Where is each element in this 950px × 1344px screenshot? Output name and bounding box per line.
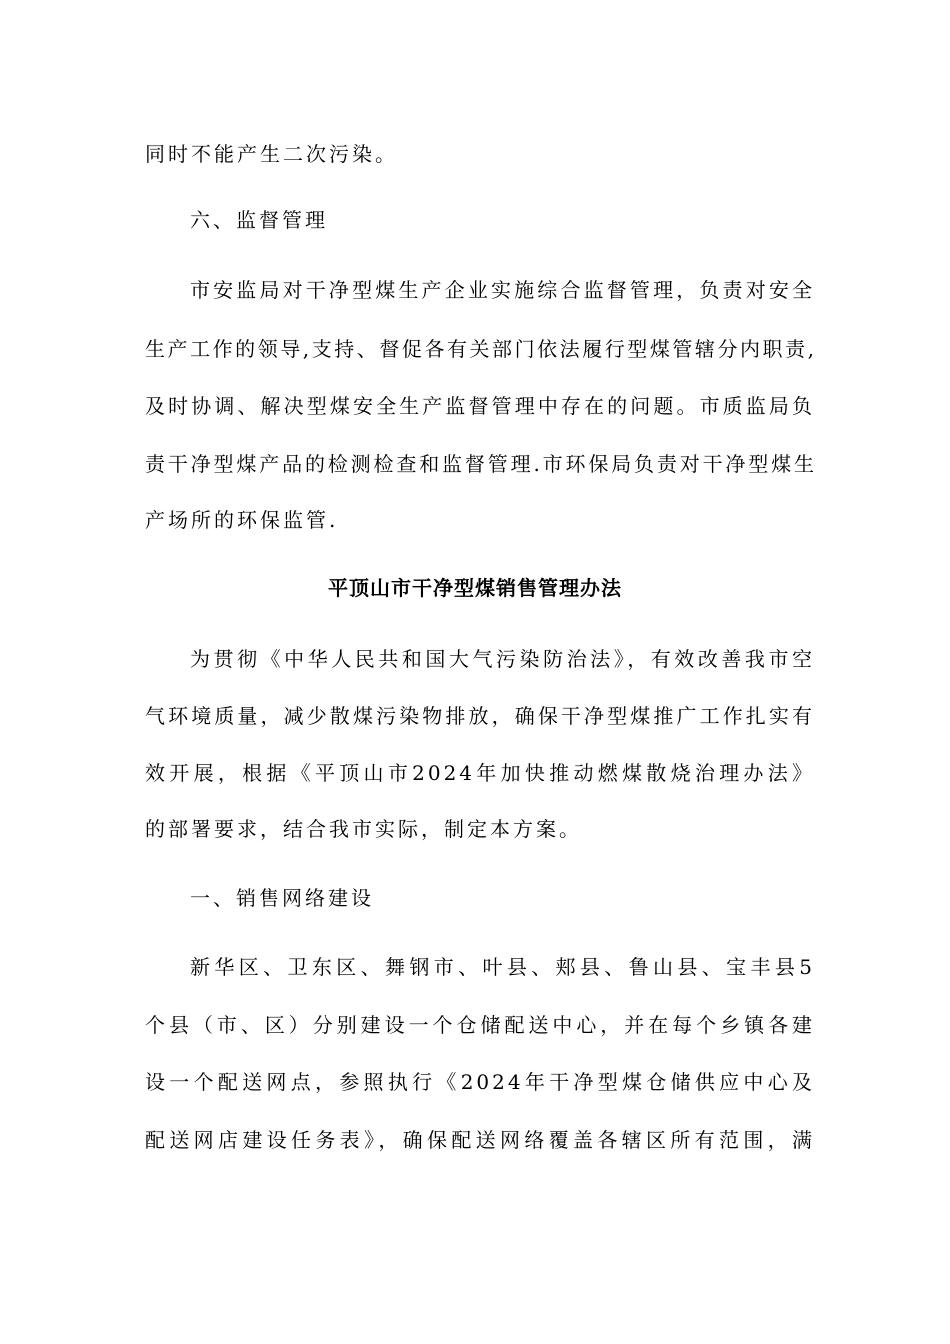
paragraph-line: 设一个配送网点，参照执行《2024年干净型煤仓储供应中心及 bbox=[145, 1070, 815, 1094]
paragraph-line: 产场所的环保监管. bbox=[145, 508, 339, 532]
document-title: 平顶山市干净型煤销售管理办法 bbox=[328, 576, 622, 600]
paragraph-line: 气环境质量，减少散煤污染物排放，确保干净型煤推广工作扎实有 bbox=[145, 704, 815, 728]
paragraph-line: 效开展，根据《平顶山市2024年加快推动燃煤散烧治理办法》 bbox=[145, 761, 815, 785]
paragraph-line: 为贯彻《中华人民共和国大气污染防治法》，有效改善我市空 bbox=[190, 647, 815, 671]
paragraph-line: 市安监局对干净型煤生产企业实施综合监督管理，负责对安全 bbox=[190, 278, 815, 302]
paragraph-line: 生产工作的领导,支持、督促各有关部门依法履行型煤管辖分内职责, bbox=[145, 337, 815, 361]
section-heading: 一、销售网络建设 bbox=[190, 886, 374, 910]
paragraph-line: 的部署要求，结合我市实际，制定本方案。 bbox=[145, 817, 582, 841]
paragraph-line: 新华区、卫东区、舞钢市、叶县、郏县、鲁山县、宝丰县5 bbox=[190, 955, 815, 979]
paragraph-line: 配送网店建设任务表》，确保配送网络覆盖各辖区所有范围，满 bbox=[145, 1128, 815, 1152]
paragraph-line: 个县（市、区）分别建设一个仓储配送中心，并在每个乡镇各建 bbox=[145, 1013, 815, 1037]
paragraph-line: 责干净型煤产品的检测检查和监督管理.市环保局负责对干净型煤生 bbox=[145, 452, 815, 476]
section-heading: 六、监督管理 bbox=[190, 208, 328, 232]
paragraph-line: 及时协调、解决型煤安全生产监督管理中存在的问题。市质监局负 bbox=[145, 394, 815, 418]
paragraph-line: 同时不能产生二次污染。 bbox=[145, 142, 398, 166]
